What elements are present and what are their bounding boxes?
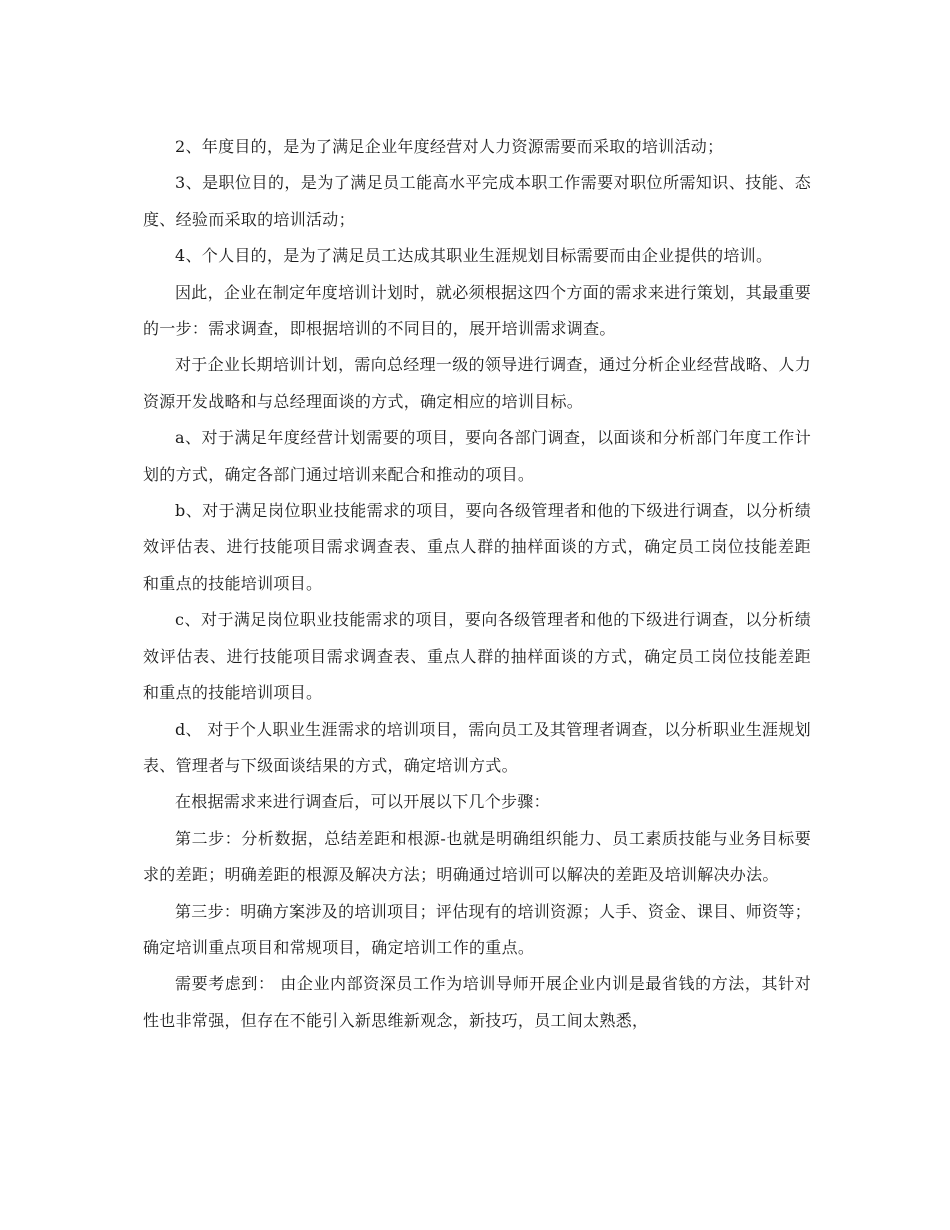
paragraph-annual-purpose: 2、年度目的，是为了满足企业年度经营对人力资源需要而采取的培训活动； [175, 137, 724, 156]
paragraph-item-a: a、对于满足年度经营计划需要的项目，要向各部门调查，以面谈和分析部门年度工作计划的方式，确定各部门通过培训来配合和推动的项目。 [143, 428, 811, 484]
paragraph-step-two: 第二步：分析数据，总结差距和根源-也就是明确组织能力、员工素质技能与业务目标要求的差距；明确差距的根源及解决方法；明确通过培训可以解决的差距及培训解决办法。 [143, 828, 811, 885]
paragraph-next-steps: 在根据需求来进行调查后，可以开展以下几个步骤： [175, 792, 550, 812]
paragraph-considerations: 需要考虑到： 由企业内部资深员工作为培训导师开展企业内训是最省钱的方法，其针对性也非常强，但存在不能引入新思维新观念，新技巧，员工间太熟悉， [143, 974, 811, 1030]
paragraph-item-c: c、对于满足岗位职业技能需求的项目，要向各级管理者和他的下级进行调查，以分析绩效评估表、进行技能项目需求调查表、重点人群的抽样面谈的方式，确定员工岗位技能差距和重点的技能培训项目。 [143, 610, 811, 703]
paragraph-needs-survey: 因此，企业在制定年度培训计划时，就必须根据这四个方面的需求来进行策划，其最重要的一步：需求调查，即根据培训的不同目的，展开培训需求调查。 [143, 282, 811, 339]
paragraph-step-three: 第三步：明确方案涉及的培训项目；评估现有的培训资源；人手、资金、课目、师资等；确定培训重点项目和常规项目，确定培训工作的重点。 [143, 901, 811, 957]
paragraph-personal-purpose: 4、个人目的，是为了满足员工达成其职业生涯规划目标需要而由企业提供的培训。 [175, 246, 773, 266]
paragraph-long-term-plan: 对于企业长期培训计划，需向总经理一级的领导进行调查，通过分析企业经营战略、人力资源开发战略和与总经理面谈的方式，确定相应的培训目标。 [143, 355, 811, 411]
paragraph-item-b: b、对于满足岗位职业技能需求的项目，要向各级管理者和他的下级进行调查，以分析绩效评估表、进行技能项目需求调查表、重点人群的抽样面谈的方式，确定员工岗位技能差距和重点的技能培训项目。 [143, 501, 811, 593]
paragraph-item-d: d、 对于个人职业生涯需求的培训项目，需向员工及其管理者调查，以分析职业生涯规划表、管理者与下级面谈结果的方式，确定培训方式。 [143, 719, 811, 775]
paragraph-position-purpose: 3、是职位目的，是为了满足员工能高水平完成本职工作需要对职位所需知识、技能、态度、经验而采取的培训活动； [143, 173, 811, 229]
document-body [143, 129, 811, 1039]
